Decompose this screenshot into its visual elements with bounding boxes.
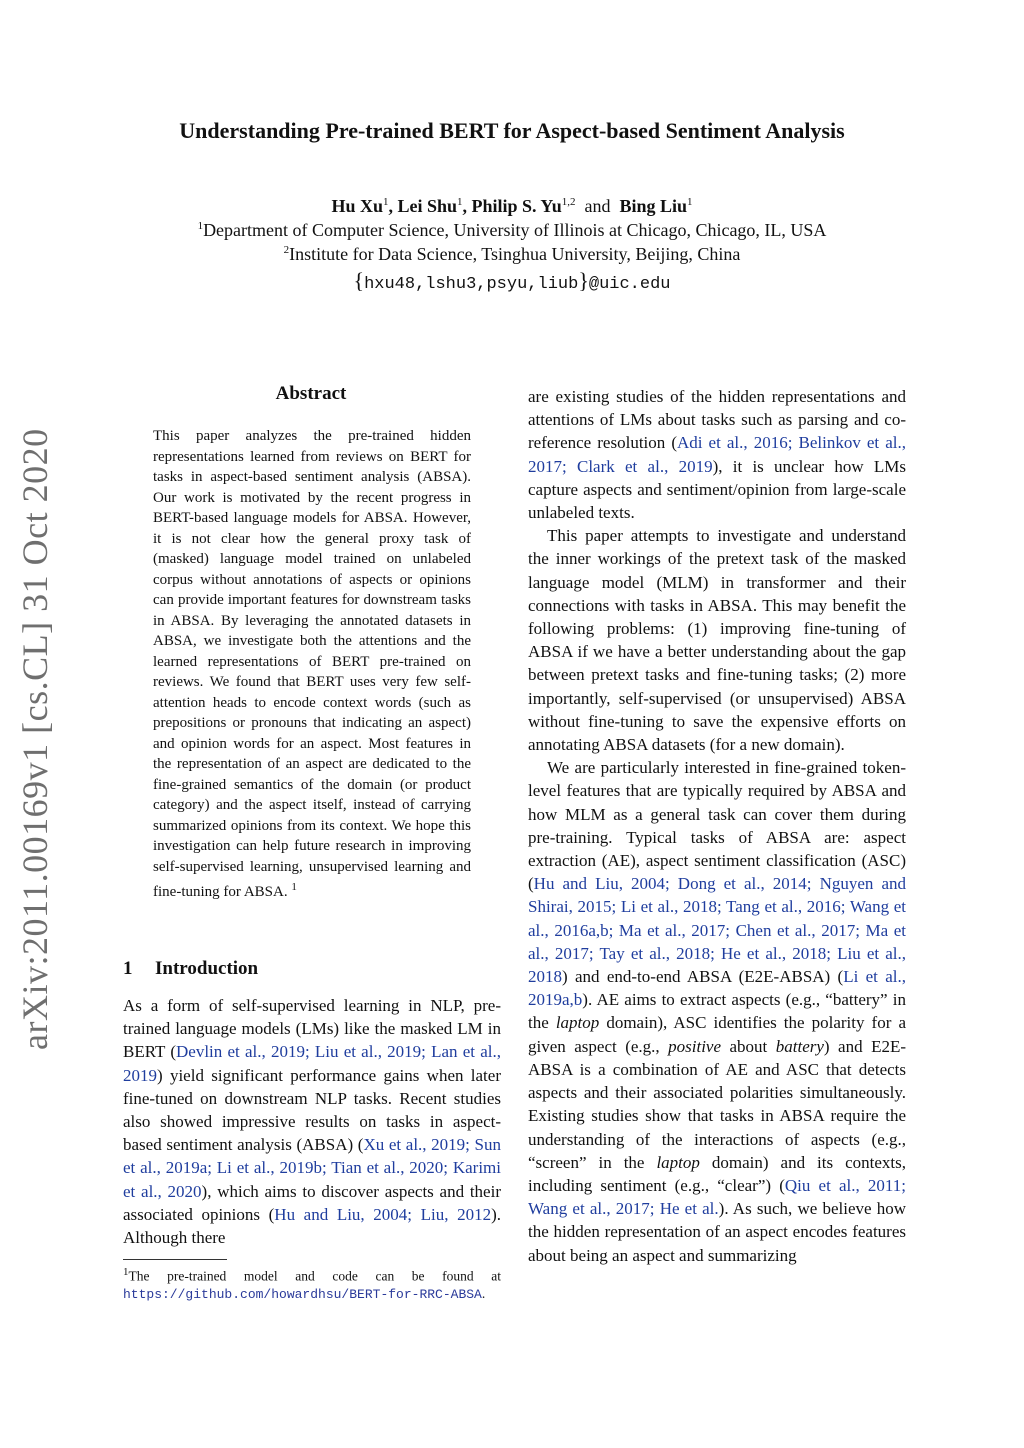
intro-paragraph: As a form of self-supervised learning in NLP, pre-trained language models (LMs) like the masked LM in BERT (Devlin et al., 2019; Liu et al., 2019; Lan et al., 2019) yield significant performance gains when later fine-tuned on downstream NLP tasks. Recent studies also showed impressive results on tasks in aspect-based sentiment analysis (ABSA) (Xu et al., 2019; Sun et al., 2019a; Li et al., 2019b; Tian et al., 2020; Karimi et al., 2020), which aims to discover aspects and their associated opinions (Hu and Liu, 2004; Liu, 2012). Although there: [123, 996, 501, 1248]
abstract-text: This paper analyzes the pre-trained hidden representations learned from reviews on BERT for tasks in aspect-based sentiment analysis (ABSA). Our work is motivated by the recent progress in BERT-based language models for ABSA. However, it is not clear how the general proxy task of (masked) language model trained on unlabeled corpus without annotations of aspects or opinions can provide important features for downstream tasks in ABSA. By leveraging the annotated datasets in ABSA, we investigate both the attentions and the learned representations of BERT pre-trained on reviews. We found that BERT uses very few self-attention heads to encode context words (such as prepositions or pronouns that indicating an aspect) and opinion words for an aspect. Most features in the representation of an aspect are dedicated to the fine-grained semantics of the domain (or product category) and the aspect itself, instead of carrying summarized opinions from its context. We hope this investigation can help future research in improving self-supervised learning, unsupervised learning and fine-tuning for ABSA.: [153, 428, 471, 900]
author-list: Hu Xu$^1$, Lei Shu$^1$, Philip S. Yu$^{1,2}$ and Bing Liu$^1$: [331, 196, 693, 216]
email-domain: @uic.edu: [588, 275, 671, 294]
affil-mark: 2: [283, 244, 290, 256]
email-users: hxu48,lshu3,psyu,liub: [364, 275, 579, 294]
paper-title: Understanding Pre-trained BERT for Aspect-based Sentiment Analysis: [179, 118, 845, 143]
paragraph: are existing studies of the hidden representations and attentions of LMs about tasks such as parsing and co-reference resolution (Adi et al., 2016; Belinkov et al., 2017; Clark et al., 2019), it is unclear how LMs capture aspects and sentiment/opinion from large-scale unlabeled texts.: [528, 387, 906, 523]
affil-mark: 1: [382, 196, 389, 208]
section-title: Introduction: [155, 958, 259, 979]
affil-mark: 1,2: [561, 196, 576, 208]
affil-mark: 1: [457, 196, 463, 208]
abstract-heading: Abstract: [275, 383, 347, 404]
citation-link[interactable]: Hu and Liu, 2004; Dong et al., 2014; Nguyen and Shirai, 2015; Li et al., 2018; Tang et al., 2016; Wang et al., 2016a,b; Ma et al., 2017; Chen et al., 2017; Ma et al., 2017; Tay et al., 2018; He et al., 2018; Liu et al., 2018: [528, 874, 906, 987]
arxiv-stamp: arXiv:2011.00169v1 [cs.CL] 31 Oct 2020: [15, 428, 55, 1050]
affiliation-1: [0, 220, 1024, 241]
paragraph: This paper attempts to investigate and understand the inner workings of the pretext task of the masked language model (MLM) in transformer and their connections with tasks in ABSA. This may benefit the following problems: (1) improving fine-tuning of ABSA if we have a better understanding about the gap between pretext tasks and fine-tuning tasks; (2) more importantly, self-supervised (or unsupervised) ABSA without fine-tuning to save the expensive efforts on annotating ABSA datasets (for a new domain).: [528, 526, 906, 755]
citation-link[interactable]: Devlin et al., 2019; Liu et al., 2019; Lan et al., 2019: [123, 1042, 501, 1085]
citation-link[interactable]: Qiu et al., 2011; Wang et al., 2017; He et al.: [528, 1175, 906, 1219]
footnote-mark: 1: [123, 1266, 129, 1278]
footnote: $^1$The pre-trained model and code can be found at https://github.com/howardhsu/BERT-for-RRC-ABSA.: [123, 1266, 501, 1302]
affiliation-2: [0, 244, 1024, 265]
section-number: 1: [123, 958, 133, 979]
author-name: Bing Liu: [619, 196, 688, 216]
author-emails: [0, 268, 1024, 294]
section-heading-introduction: [123, 958, 258, 980]
author-name: Philip S. Yu: [471, 196, 562, 216]
right-column: [528, 385, 906, 1267]
affiliation-text: Department of Computer Science, University of Illinois at Chicago, Chicago, IL, USA: [203, 220, 827, 240]
brace-open: {: [353, 268, 365, 293]
citation-link[interactable]: Hu and Liu, 2004; Liu, 2012: [274, 1204, 492, 1224]
author-name: Lei Shu: [397, 196, 458, 216]
citation-link[interactable]: Adi et al., 2016; Belinkov et al., 2017; Clark et al., 2019: [528, 433, 906, 476]
author-conjunction: and: [584, 196, 611, 216]
affil-mark: 1: [197, 220, 204, 232]
citation-link[interactable]: Li et al., 2019a,b: [528, 967, 906, 1010]
affiliation-text: Institute for Data Science, Tsinghua University, Beijing, China: [289, 244, 741, 264]
brace-close: }: [578, 268, 589, 293]
affil-mark: 1: [687, 196, 693, 208]
footnote-text: The pre-trained model and code can be found at: [128, 1268, 501, 1284]
abstract-body: [153, 426, 471, 903]
author-name: Hu Xu: [331, 196, 383, 216]
footnote-rule: [123, 1259, 227, 1260]
footnote-mark: 1: [291, 881, 297, 893]
code-url-link[interactable]: https://github.com/howardhsu/BERT-for-RRC-ABSA: [123, 1286, 482, 1302]
paragraph: We are particularly interested in fine-grained token-level features that are typically required by ABSA and how MLM as a general task can cover them during pre-training. Typical tasks of ABSA are: aspect extraction (AE), aspect sentiment classification (ASC) (Hu and Liu, 2004; Dong et al., 2014; Nguyen and Shirai, 2015; Li et al., 2018; Tang et al., 2016; Wang et al., 2016a,b; Ma et al., 2017; Chen et al., 2017; Ma et al., 2017; Tay et al., 2018; He et al., 2018; Liu et al., 2018) and end-to-end ABSA (E2E-ABSA) (Li et al., 2019a,b). AE aims to extract aspects (e.g., “battery” in the laptop domain), ASC identifies the polarity for a given aspect (e.g., positive about battery) and E2E-ABSA is a combination of AE and ASC that detects aspects and their associated polarities simultaneously. Existing studies show that tasks in ABSA require the understanding of the interactions of aspects (e.g., “screen” in the laptop domain) and its contexts, including sentiment (e.g., “clear”) (Qiu et al., 2011; Wang et al., 2017; He et al.). As such, we believe how the hidden representation of an aspect encodes features about being an aspect and summarizing: [528, 758, 907, 1265]
citation-link[interactable]: Xu et al., 2019; Sun et al., 2019a; Li et al., 2019b; Tian et al., 2020; Karimi et al., 2020: [123, 1135, 501, 1201]
